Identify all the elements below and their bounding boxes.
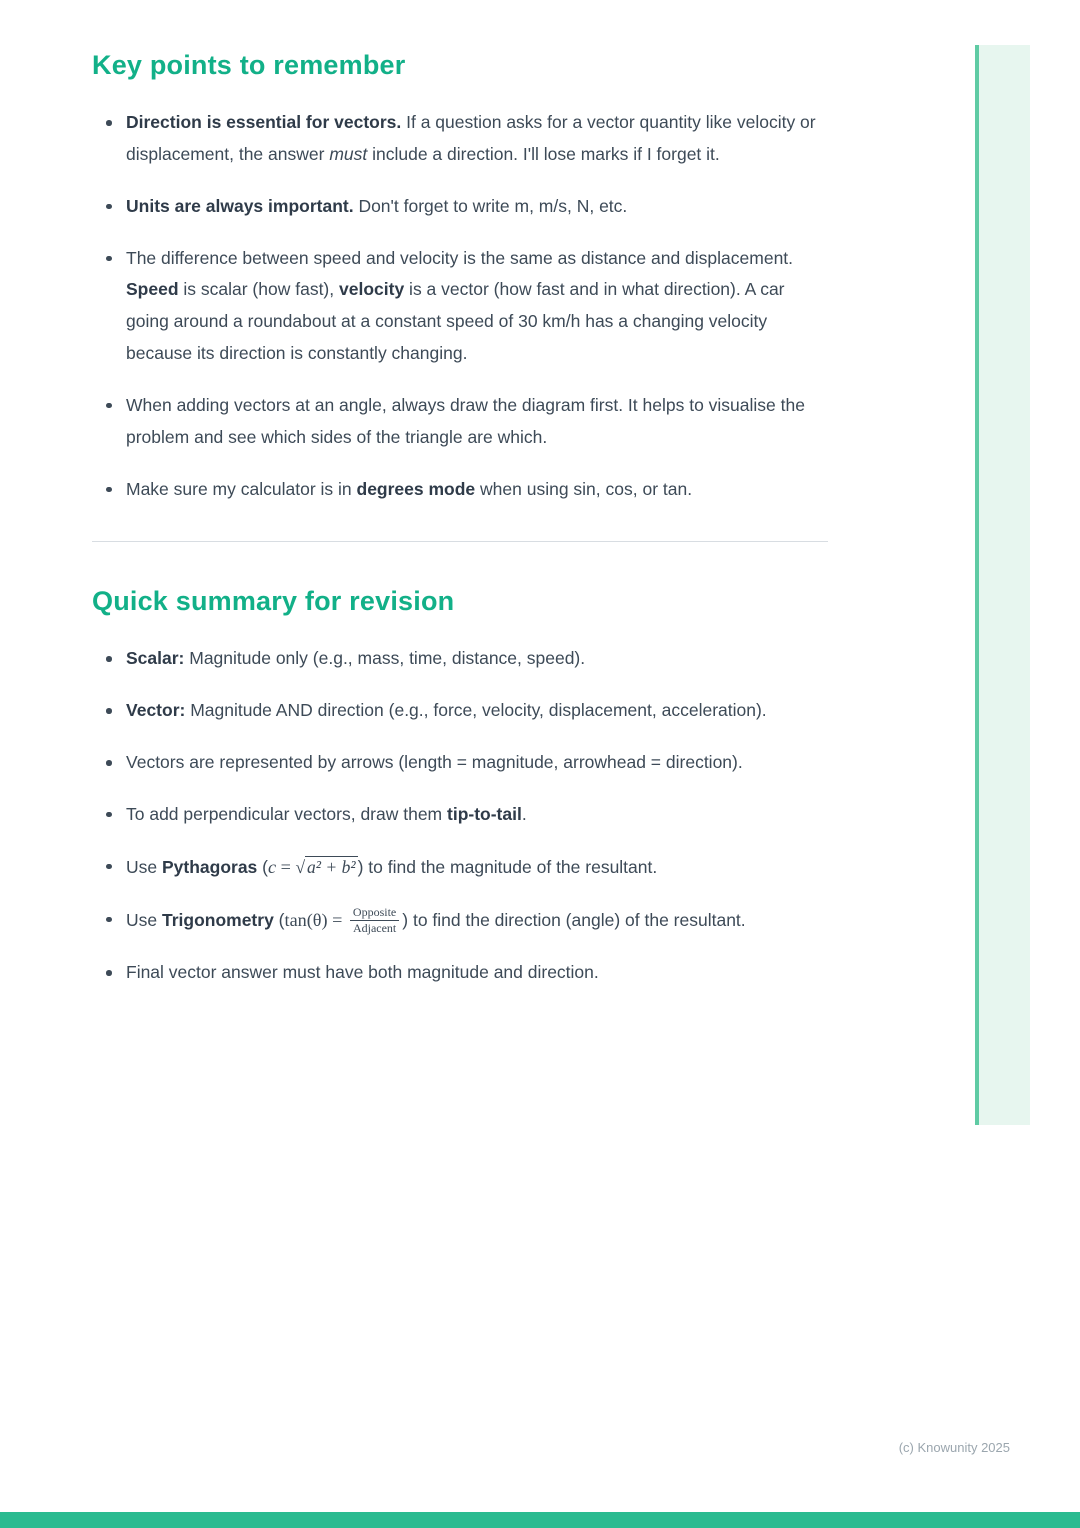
sqrt-expression — [295, 856, 357, 877]
text-segment: Use — [126, 856, 162, 877]
text-segment: is a vector (how fast and in what direction). A car going around a roundabout at a constant speed of 30 km/h has a changing velocity because its direction is constantly changing. — [126, 279, 785, 364]
text-segment: tan(θ) = — [284, 909, 347, 930]
text-segment: Magnitude only (e.g., mass, time, distance, speed). — [184, 648, 586, 669]
copyright-text: (c) Knowunity 2025 — [898, 1440, 1010, 1455]
text-segment: Trigonometry — [161, 909, 274, 930]
text-segment: velocity — [339, 279, 405, 300]
text-segment: To add perpendicular vectors, draw them — [126, 803, 447, 824]
text-segment: Don't forget to write m, m/s, N, etc. — [353, 195, 628, 216]
text-segment: is scalar (how fast), — [178, 279, 339, 300]
text-segment: c — [268, 856, 277, 877]
section-title: Key points to remember — [92, 50, 406, 80]
bullet-item — [106, 191, 832, 223]
bullet-item — [106, 851, 832, 884]
bullet-item — [106, 904, 832, 937]
text-segment: Speed — [126, 279, 179, 300]
content-area — [92, 50, 832, 1009]
right-accent-stripe — [975, 45, 1030, 1125]
text-segment: Magnitude AND direction (e.g., force, velocity, displacement, acceleration). — [185, 700, 767, 721]
text-segment: include a direction. I'll lose marks if I forget it. — [367, 143, 720, 164]
text-segment: Units are always important. — [126, 195, 354, 216]
fraction-expression — [350, 905, 399, 935]
section-divider — [92, 541, 828, 542]
text-segment: Use — [126, 909, 162, 930]
bullet-item — [106, 107, 832, 171]
bullet-item — [106, 474, 832, 506]
radicand-text: a² + b² — [307, 856, 356, 877]
text-segment: The difference between speed and velocity is the same as distance and displacement. — [126, 247, 794, 268]
text-segment: ( — [273, 909, 285, 930]
text-segment: Vectors are represented by arrows (length = magnitude, arrowhead = direction). — [126, 752, 743, 773]
bullet-item — [106, 695, 832, 727]
bullet-item — [106, 643, 832, 675]
text-segment: tip-to-tail — [447, 803, 522, 824]
text-segment: Final vector answer must have both magnitude and direction. — [126, 962, 599, 983]
radical-sign: √ — [295, 856, 306, 877]
bullet-item — [106, 957, 832, 989]
text-segment: Pythagoras — [161, 856, 258, 877]
text-segment: = — [276, 856, 296, 877]
bullet-item — [106, 243, 832, 370]
fraction-denominator: Adjacent — [352, 920, 397, 935]
section-title: Quick summary for revision — [92, 586, 455, 617]
text-segment: Direction is essential for vectors. — [126, 112, 402, 132]
bullet-list — [92, 643, 832, 988]
text-segment: must — [329, 143, 368, 164]
text-segment: Vector: — [126, 700, 186, 721]
text-segment: If a question asks for a vector quantity like velocity or displacement, the answer — [126, 112, 816, 164]
text-segment: ) to find the direction (angle) of the resultant. — [402, 909, 746, 930]
bullet-list — [92, 107, 832, 505]
bullet-item — [106, 390, 832, 454]
bullet-item — [106, 799, 832, 831]
text-segment: Scalar: — [126, 648, 185, 669]
text-segment: . — [521, 803, 527, 824]
text-segment: ) to find the magnitude of the resultant. — [357, 856, 658, 877]
text-segment: when using sin, cos, or tan. — [475, 478, 693, 499]
text-segment: degrees mode — [356, 478, 476, 499]
bottom-accent-bar — [0, 1512, 1080, 1528]
text-segment: Make sure my calculator is in — [126, 478, 357, 499]
text-segment: When adding vectors at an angle, always draw the diagram first. It helps to visualise the problem and see which sides of the triangle are which. — [126, 394, 805, 447]
text-segment: ( — [257, 856, 268, 877]
fraction-numerator: Opposite — [350, 905, 399, 920]
bullet-item — [106, 747, 832, 779]
